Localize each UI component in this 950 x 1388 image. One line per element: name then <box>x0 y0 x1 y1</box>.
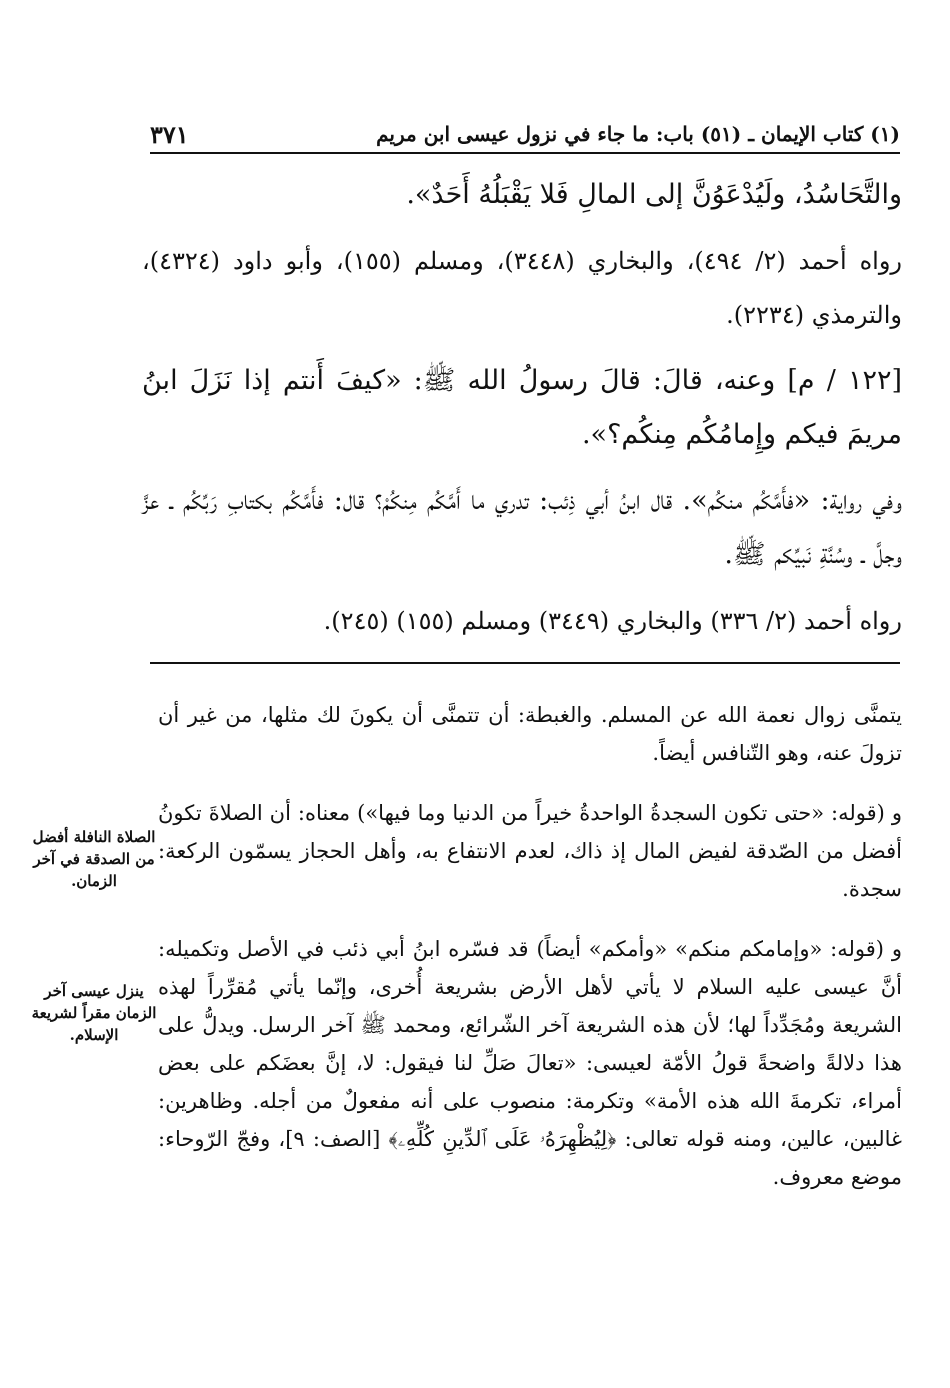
commentary-paragraph: يتمنَّى زوال نعمة الله عن المسلم. والغبطة: أن تتمنَّى أن يكونَ لك مثلها، من غير أن تزولَ عنه، وهو التّنافس أيضاً. <box>158 703 902 765</box>
page-header <box>150 116 900 154</box>
hadith-reference: رواه أحمد (٢/ ٤٩٤)، والبخاري (٣٤٤٨)، ومسلم (١٥٥)، وأبو داود (٤٣٢٤)، والترمذي (٢٢٣٤). <box>142 247 903 329</box>
commentary-paragraph: و (قوله: «وإمامكم منكم» «وأمكم» أيضاً) قد فسّره ابنُ أبي ذئب في الأصل وتكميله: أنَّ عيسى عليه السلام لا يأتي لأهل الأرض بشريعة أُخرى، وإنّما يأتي مُقرِّراً لهذه الشريعة ومُجَدِّداً لها؛ لأن هذه الشريعة آخر الشّرائع، ومحمد ﷺ آخر الرسل. ويدلُّ على هذا دلالةً واضحةً قولُ الأمّة لعيسى: «تعالَ صَلِّ لنا فيقول: لا، إنَّ بعضَكم على بعض أمراء، تكرمةَ الله هذه الأمة» وتكرمة: منصوب على أنه مفعولٌ من أجله. وظاهرين: غالبين، عالين، ومنه قوله تعالى: ﴿لِيُظْهِرَهُۥ عَلَى ٱلدِّينِ كُلِّهِۦ﴾ [الصف: ٩]، وفجّ الرّوحاء: موضع معروف. <box>158 937 902 1189</box>
hadith-variant-text: وفي رواية: «فأَمَّكُم منكُم». قال ابنُ أبي ذِئب: تدري ما أَمَّكُم مِنكُمْ؟ قال: فأَمَّكُم بكتابِ رَبِّكُم ـ عزَّ وجلَّ ـ وسُنَّةِ نَبيِّكم ﷺ. <box>142 485 902 570</box>
footnote-divider <box>150 662 900 664</box>
page-number: ٣٧١ <box>150 119 189 149</box>
margin-note: ينزل عيسى آخر الزمان مقراً لشريعة الإسلام. <box>31 982 157 1044</box>
running-title: (١) كتاب الإيمان ـ (٥١) باب: ما جاء في نزول عيسى ابن مريم <box>376 122 900 146</box>
hadith-text-continuation: والتَّحَاسُدُ، ولَيُدْعَوُنَّ إلى المالِ فَلا يَقْبَلُهُ أَحَدٌ». <box>406 179 902 210</box>
commentary <box>158 696 902 1218</box>
commentary-paragraph: و (قوله: «حتى تكون السجدةُ الواحدةُ خيراً من الدنيا وما فيها») معناه: أن الصلاةَ تكونُ أفضل من الصّدقة لفيض المال إذ ذاك، لعدم الانتفاع به، وأهل الحجاز يسمّون الركعة: سجدة. <box>158 801 902 901</box>
hadith-text: [١٢٢ / م] وعنه، قالَ: قالَ رسولُ الله ﷺ: «كيفَ أَنتم إذا نَزَلَ ابنُ مريمَ فيكم وإِمامُكُم مِنكُم؟». <box>142 365 902 450</box>
hadith-reference: رواه أحمد (٢/ ٣٣٦) والبخاري (٣٤٤٩) ومسلم (١٥٥) (٢٤٥). <box>323 607 902 635</box>
main-text <box>142 168 902 660</box>
margin-note: الصلاة النافلة أفضل من الصدقة في آخر الزمان. <box>32 828 156 890</box>
